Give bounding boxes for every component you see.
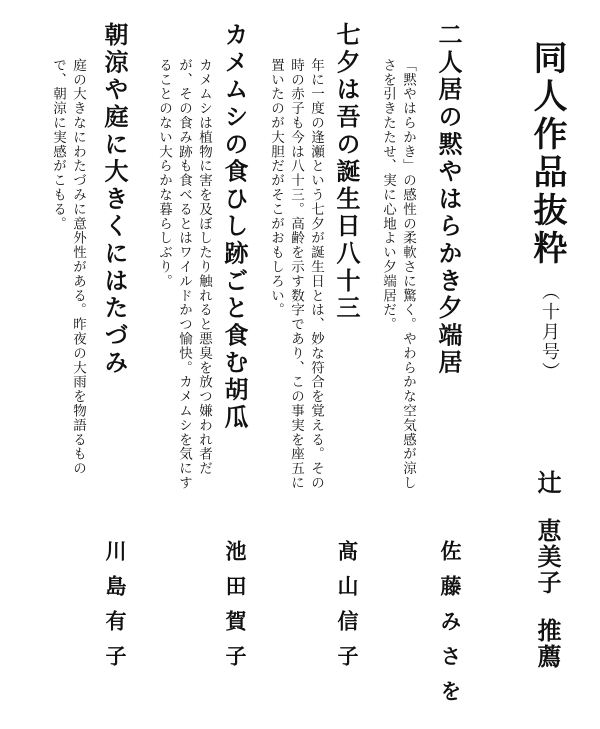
- recommender-surname: 辻: [533, 470, 562, 496]
- haiku-2: 七夕は吾の誕生日八十三: [332, 22, 361, 323]
- author-2: 髙山信子: [335, 540, 360, 680]
- haiku-3: カメムシの食ひし跡ごと食む胡瓜: [220, 22, 249, 432]
- comment-2: 年に一度の逢瀬という七夕が誕生日とは、妙な符合を覚える。その時の赤子も今は八十三。高齢を示す数字であり、この事実を座五に置いたのが大胆だがそこがおもしろい。: [268, 58, 324, 490]
- comment-1: 「黙やはらかき」の感性の柔軟さに驚く。やわらかな空気感が涼しさを引きたたせ、実に心地よい夕端居だ。: [380, 58, 416, 490]
- author-3: 池田賀子: [223, 540, 248, 680]
- author-4: 川島有子: [103, 540, 128, 680]
- author-1: 佐藤みさを: [438, 540, 463, 715]
- recommender: [533, 470, 562, 670]
- page-title: 同人作品抜粋: [527, 40, 567, 268]
- recommender-role: 推薦: [533, 618, 562, 670]
- issue-label: （十月号）: [539, 282, 560, 382]
- comment-4: 庭の大きなにわたづみに意外性がある。昨夜の大雨を物語るもので、朝涼に実感がこもる。: [50, 58, 86, 476]
- haiku-1: 二人居の黙やはらかき夕端居: [434, 22, 463, 377]
- recommender-given-name: 恵美子: [533, 518, 562, 596]
- haiku-4: 朝涼や庭に大きくにはたづみ: [100, 22, 129, 377]
- comment-3: カメムシは植物に害を及ぼしたり触れると悪臭を放つ嫌われ者だが、その食み跡も食べるとはワイルドかつ愉快。カメムシを気にすることのない大らかな暮らしぶり。: [156, 58, 212, 490]
